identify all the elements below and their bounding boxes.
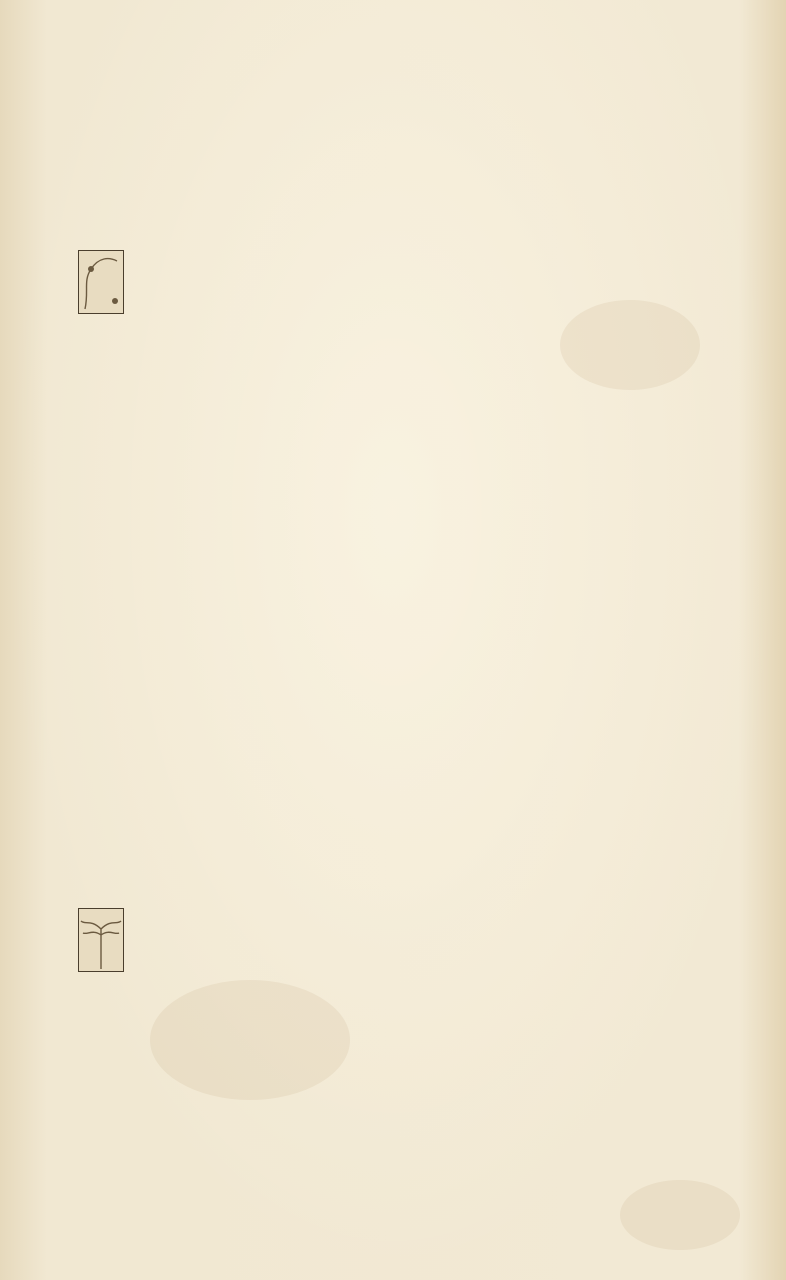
palm-ornament-icon xyxy=(79,909,123,971)
top-ornament-band xyxy=(64,58,764,88)
fleuron-divider xyxy=(86,760,766,782)
floral-ornament xyxy=(64,58,764,88)
drop-cap-initial-2 xyxy=(78,908,124,972)
vine-ornament-icon xyxy=(79,251,123,313)
drop-cap-initial xyxy=(78,250,124,314)
